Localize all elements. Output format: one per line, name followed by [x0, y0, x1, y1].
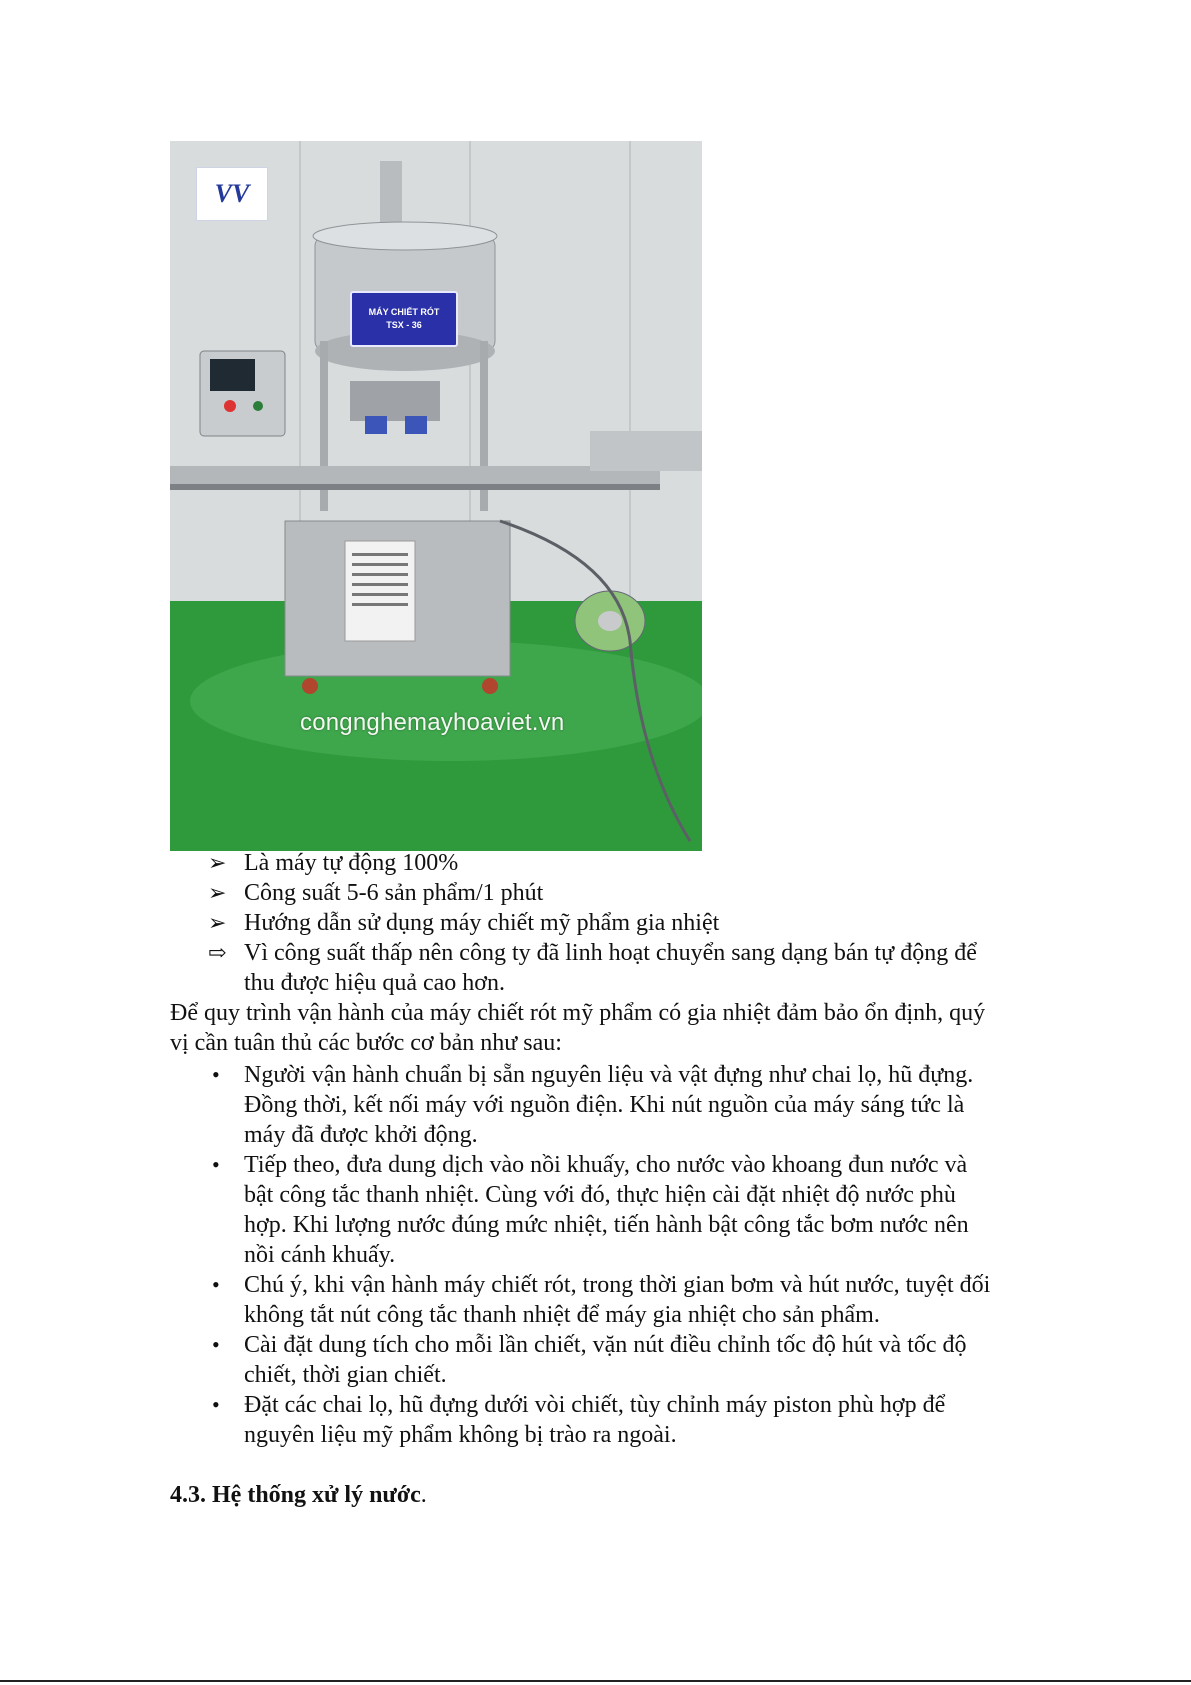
bullet-icon: •	[212, 1272, 220, 1297]
section-heading	[170, 1480, 427, 1510]
step-line: máy đã được khởi động.	[244, 1122, 478, 1148]
step-line: Đồng thời, kết nối máy với nguồn điện. Khi nút nguồn của máy sáng tức là	[244, 1092, 965, 1118]
bullet-icon: •	[212, 1152, 220, 1177]
step-line: nguyên liệu mỹ phẩm không bị trào ra ngoài.	[244, 1422, 677, 1448]
tank-label-line1: MÁY CHIẾT RÓT	[368, 307, 440, 317]
list-item: Là máy tự động 100%	[244, 850, 459, 876]
bullet-icon: •	[212, 1392, 220, 1417]
photo-watermark: congnghemayhoaviet.vn	[300, 709, 565, 736]
list-item: Công suất 5-6 sản phẩm/1 phút	[244, 880, 544, 906]
section-heading-period: .	[420, 1482, 427, 1508]
step-line: Tiếp theo, đưa dung dịch vào nồi khuấy, cho nước vào khoang đun nước và	[244, 1152, 968, 1178]
step-line: nồi cánh khuấy.	[244, 1242, 396, 1268]
tank-label	[350, 291, 458, 347]
conclusion-line: thu được hiệu quả cao hơn.	[244, 970, 505, 996]
step-line: hợp. Khi lượng nước đúng mức nhiệt, tiến hành bật công tắc bơm nước nên	[244, 1212, 969, 1238]
implies-arrow-icon: ⇨	[208, 940, 227, 965]
machine-photo	[170, 141, 702, 851]
arrow-bullet-icon: ➢	[208, 880, 227, 905]
bullet-icon: •	[212, 1332, 220, 1357]
step-line: bật công tắc thanh nhiệt. Cùng với đó, thực hiện cài đặt nhiệt độ nước phù	[244, 1182, 956, 1208]
page-bottom-rule	[0, 1680, 1191, 1682]
bullet-icon: •	[212, 1062, 220, 1087]
list-item: Hướng dẫn sử dụng máy chiết mỹ phẩm gia nhiệt	[244, 910, 720, 936]
company-logo: VV	[196, 167, 268, 221]
arrow-bullet-icon: ➢	[208, 850, 227, 875]
conclusion-line: Vì công suất thấp nên công ty đã linh hoạt chuyển sang dạng bán tự động để	[244, 940, 977, 966]
intro-line: Để quy trình vận hành của máy chiết rót mỹ phẩm có gia nhiệt đảm bảo ổn định, quý	[170, 1000, 986, 1026]
step-line: Cài đặt dung tích cho mỗi lần chiết, vặn nút điều chỉnh tốc độ hút và tốc độ	[244, 1332, 967, 1358]
step-line: chiết, thời gian chiết.	[244, 1362, 447, 1388]
tank-label-line2: TSX - 36	[386, 320, 422, 330]
step-line: Chú ý, khi vận hành máy chiết rót, trong thời gian bơm và hút nước, tuyệt đối	[244, 1272, 991, 1298]
step-line: không tắt nút công tắc thanh nhiệt để máy gia nhiệt cho sản phẩm.	[244, 1302, 880, 1328]
step-line: Đặt các chai lọ, hũ đựng dưới vòi chiết, tùy chỉnh máy piston phù hợp để	[244, 1392, 946, 1418]
machine-illustration	[170, 141, 702, 851]
step-line: Người vận hành chuẩn bị sẵn nguyên liệu và vật đựng như chai lọ, hũ đựng.	[244, 1062, 974, 1088]
section-heading-text: 4.3. Hệ thống xử lý nước	[170, 1482, 421, 1508]
intro-line: vị cần tuân thủ các bước cơ bản như sau:	[170, 1030, 562, 1056]
arrow-bullet-icon: ➢	[208, 910, 227, 935]
